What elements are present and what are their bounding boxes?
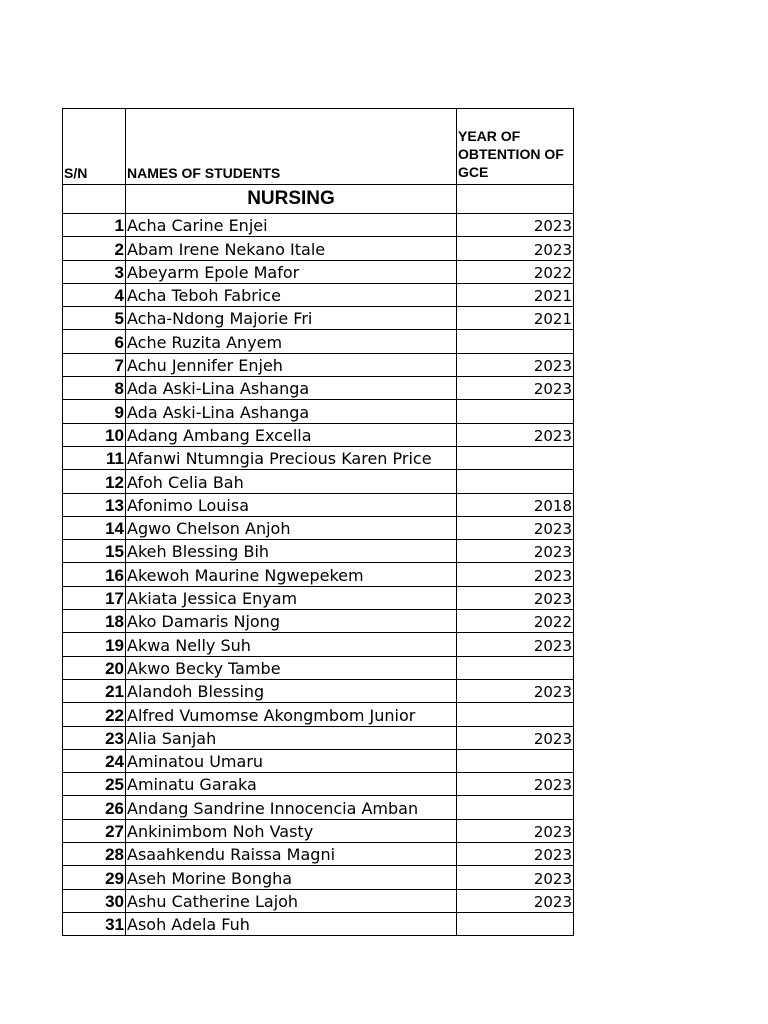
- table-row: [63, 586, 574, 609]
- gce-year-cell: 2023: [457, 819, 574, 842]
- section-title: NURSING: [126, 185, 457, 214]
- gce-year-cell: 2023: [457, 843, 574, 866]
- gce-year-cell: 2023: [457, 516, 574, 539]
- serial-number-cell: 3: [63, 260, 126, 283]
- table-row: [63, 516, 574, 539]
- names-column-header: NAMES OF STUDENTS: [126, 109, 457, 185]
- table-row: [63, 656, 574, 679]
- serial-number-cell: 29: [63, 866, 126, 889]
- table-row: [63, 377, 574, 400]
- table-row: [63, 796, 574, 819]
- student-name-cell: Akiata Jessica Enyam: [126, 586, 457, 609]
- serial-number-cell: 27: [63, 819, 126, 842]
- table-row: [63, 912, 574, 935]
- student-name-cell: Acha Teboh Fabrice: [126, 283, 457, 306]
- serial-number-cell: 15: [63, 540, 126, 563]
- table-row: [63, 679, 574, 702]
- student-name-cell: Afonimo Louisa: [126, 493, 457, 516]
- serial-number-cell: 13: [63, 493, 126, 516]
- student-name-cell: Agwo Chelson Anjoh: [126, 516, 457, 539]
- gce-year-cell: 2023: [457, 377, 574, 400]
- serial-number-cell: 9: [63, 400, 126, 423]
- serial-number-cell: 10: [63, 423, 126, 446]
- student-name-cell: Akwa Nelly Suh: [126, 633, 457, 656]
- student-name-cell: Aminatu Garaka: [126, 773, 457, 796]
- table-row: [63, 633, 574, 656]
- student-name-cell: Afanwi Ntumngia Precious Karen Price: [126, 446, 457, 469]
- student-name-cell: Akeh Blessing Bih: [126, 540, 457, 563]
- table-row: [63, 726, 574, 749]
- table-row: [63, 423, 574, 446]
- gce-year-cell: 2023: [457, 423, 574, 446]
- student-name-cell: Ada Aski-Lina Ashanga: [126, 377, 457, 400]
- student-name-cell: Afoh Celia Bah: [126, 470, 457, 493]
- student-list-table: [62, 108, 574, 936]
- table-row: [63, 446, 574, 469]
- table-row: [63, 610, 574, 633]
- student-name-cell: Aminatou Umaru: [126, 749, 457, 772]
- student-name-cell: Alia Sanjah: [126, 726, 457, 749]
- table-row: [63, 563, 574, 586]
- table-row: [63, 353, 574, 376]
- table-row: [63, 843, 574, 866]
- serial-number-cell: 17: [63, 586, 126, 609]
- gce-year-cell: 2023: [457, 726, 574, 749]
- gce-year-cell: 2023: [457, 866, 574, 889]
- gce-year-cell: [457, 912, 574, 935]
- gce-year-cell: 2021: [457, 307, 574, 330]
- serial-number-cell: 26: [63, 796, 126, 819]
- year-column-header: YEAR OF OBTENTION OF GCE: [457, 109, 574, 185]
- table-row: [63, 703, 574, 726]
- serial-number-cell: 30: [63, 889, 126, 912]
- serial-number-cell: 24: [63, 749, 126, 772]
- student-name-cell: Alfred Vumomse Akongmbom Junior: [126, 703, 457, 726]
- table-row: [63, 283, 574, 306]
- serial-number-cell: 6: [63, 330, 126, 353]
- student-name-cell: Akwo Becky Tambe: [126, 656, 457, 679]
- header-row: [63, 109, 574, 185]
- table-row: [63, 400, 574, 423]
- serial-number-cell: 31: [63, 912, 126, 935]
- gce-year-cell: 2023: [457, 563, 574, 586]
- serial-number-cell: 16: [63, 563, 126, 586]
- student-name-cell: Ankinimbom Noh Vasty: [126, 819, 457, 842]
- table-row: [63, 749, 574, 772]
- table-row: [63, 540, 574, 563]
- student-name-cell: Asaahkendu Raissa Magni: [126, 843, 457, 866]
- gce-year-cell: [457, 470, 574, 493]
- serial-number-cell: 28: [63, 843, 126, 866]
- table-row: [63, 307, 574, 330]
- table-row: [63, 214, 574, 237]
- section-year-cell: [457, 185, 574, 214]
- serial-number-cell: 7: [63, 353, 126, 376]
- student-name-cell: Andang Sandrine Innocencia Amban: [126, 796, 457, 819]
- table-row: [63, 819, 574, 842]
- gce-year-cell: [457, 703, 574, 726]
- serial-number-cell: 12: [63, 470, 126, 493]
- table-row: [63, 260, 574, 283]
- student-list-body: [63, 109, 574, 936]
- gce-year-cell: [457, 749, 574, 772]
- section-row: [63, 185, 574, 214]
- serial-number-cell: 5: [63, 307, 126, 330]
- table-row: [63, 330, 574, 353]
- gce-year-cell: 2023: [457, 214, 574, 237]
- gce-year-cell: [457, 796, 574, 819]
- student-name-cell: Ako Damaris Njong: [126, 610, 457, 633]
- serial-number-cell: 25: [63, 773, 126, 796]
- serial-number-cell: 18: [63, 610, 126, 633]
- student-name-cell: Acha Carine Enjei: [126, 214, 457, 237]
- gce-year-cell: 2023: [457, 679, 574, 702]
- student-name-cell: Akewoh Maurine Ngwepekem: [126, 563, 457, 586]
- gce-year-cell: 2023: [457, 586, 574, 609]
- student-name-cell: Alandoh Blessing: [126, 679, 457, 702]
- serial-number-cell: 20: [63, 656, 126, 679]
- gce-year-cell: 2018: [457, 493, 574, 516]
- gce-year-cell: 2023: [457, 773, 574, 796]
- student-name-cell: Ache Ruzita Anyem: [126, 330, 457, 353]
- gce-year-cell: [457, 446, 574, 469]
- serial-number-cell: 2: [63, 237, 126, 260]
- gce-year-cell: [457, 656, 574, 679]
- gce-year-cell: 2023: [457, 237, 574, 260]
- serial-number-cell: 19: [63, 633, 126, 656]
- serial-number-cell: 23: [63, 726, 126, 749]
- gce-year-cell: 2022: [457, 260, 574, 283]
- student-name-cell: Achu Jennifer Enjeh: [126, 353, 457, 376]
- gce-year-cell: 2023: [457, 889, 574, 912]
- serial-number-cell: 1: [63, 214, 126, 237]
- serial-number-cell: 14: [63, 516, 126, 539]
- student-name-cell: Adang Ambang Excella: [126, 423, 457, 446]
- serial-number-cell: 22: [63, 703, 126, 726]
- student-name-cell: Asoh Adela Fuh: [126, 912, 457, 935]
- serial-number-cell: 11: [63, 446, 126, 469]
- table-row: [63, 237, 574, 260]
- student-name-cell: Aseh Morine Bongha: [126, 866, 457, 889]
- gce-year-cell: [457, 330, 574, 353]
- section-sn-cell: [63, 185, 126, 214]
- serial-number-cell: 4: [63, 283, 126, 306]
- table-row: [63, 889, 574, 912]
- student-name-cell: Ada Aski-Lina Ashanga: [126, 400, 457, 423]
- gce-year-cell: 2023: [457, 353, 574, 376]
- sn-column-header: S/N: [63, 109, 126, 185]
- student-name-cell: Acha-Ndong Majorie Fri: [126, 307, 457, 330]
- gce-year-cell: 2023: [457, 633, 574, 656]
- table-row: [63, 470, 574, 493]
- gce-year-cell: 2021: [457, 283, 574, 306]
- student-name-cell: Ashu Catherine Lajoh: [126, 889, 457, 912]
- student-name-cell: Abeyarm Epole Mafor: [126, 260, 457, 283]
- table-row: [63, 773, 574, 796]
- serial-number-cell: 8: [63, 377, 126, 400]
- gce-year-cell: [457, 400, 574, 423]
- gce-year-cell: 2023: [457, 540, 574, 563]
- serial-number-cell: 21: [63, 679, 126, 702]
- table-row: [63, 866, 574, 889]
- student-name-cell: Abam Irene Nekano Itale: [126, 237, 457, 260]
- table-row: [63, 493, 574, 516]
- gce-year-cell: 2022: [457, 610, 574, 633]
